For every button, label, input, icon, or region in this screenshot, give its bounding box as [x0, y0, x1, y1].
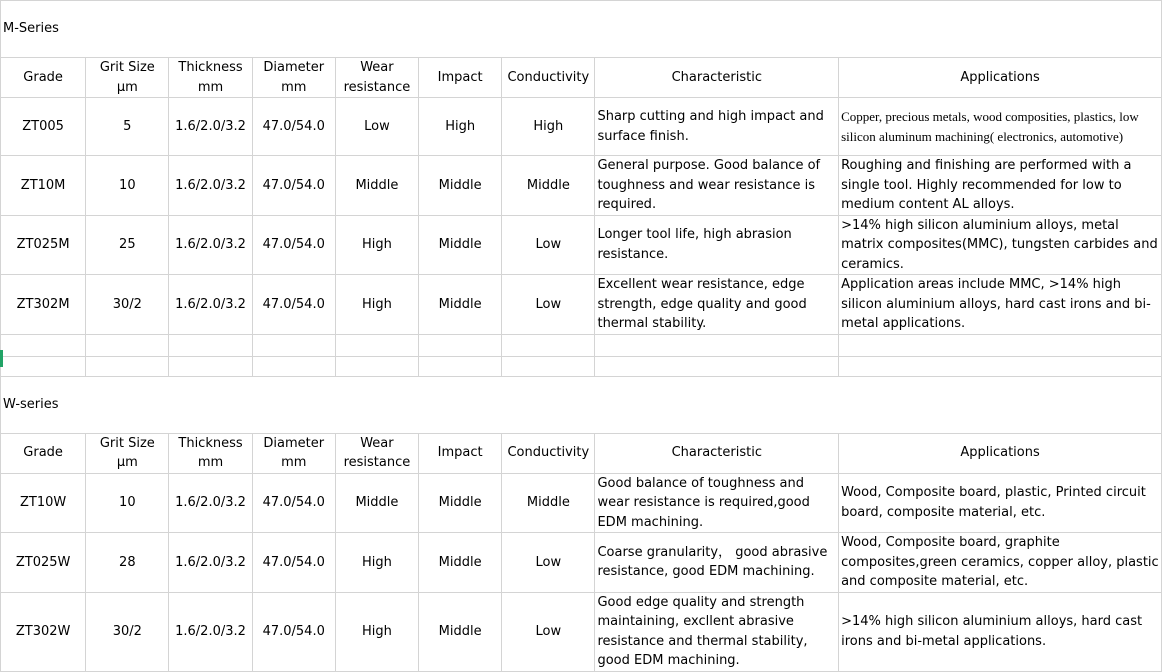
impact-cell[interactable]: Middle: [419, 156, 502, 216]
column-header[interactable]: Thickness mm: [169, 433, 252, 473]
column-header[interactable]: Impact: [419, 58, 502, 98]
m-series-title[interactable]: M-Series: [1, 1, 1162, 58]
empty-cell[interactable]: [252, 334, 335, 356]
header-row: [1, 58, 1162, 98]
conductivity-cell[interactable]: Low: [502, 533, 595, 593]
empty-cell[interactable]: [86, 356, 169, 376]
diameter-cell[interactable]: 47.0/54.0: [252, 98, 335, 156]
column-header[interactable]: Characteristic: [595, 433, 839, 473]
diameter-cell[interactable]: 47.0/54.0: [252, 533, 335, 593]
column-header[interactable]: Grit Size μm: [86, 58, 169, 98]
empty-cell[interactable]: [335, 356, 418, 376]
grade-cell[interactable]: ZT10W: [1, 473, 86, 533]
column-header[interactable]: Grade: [1, 433, 86, 473]
conductivity-cell[interactable]: Low: [502, 215, 595, 275]
column-header[interactable]: Wear resistance: [335, 433, 418, 473]
characteristic-cell[interactable]: Sharp cutting and high impact and surface finish.: [595, 98, 839, 156]
table-row: [1, 473, 1162, 533]
empty-cell[interactable]: [1, 334, 86, 356]
diameter-cell[interactable]: 47.0/54.0: [252, 215, 335, 275]
thickness-cell[interactable]: 1.6/2.0/3.2: [169, 215, 252, 275]
wear-resistance-cell[interactable]: High: [335, 533, 418, 593]
column-header[interactable]: Diameter mm: [252, 433, 335, 473]
applications-cell[interactable]: Wood, Composite board, graphite composites,green ceramics, copper alloy, plastic and composite material, etc.: [839, 533, 1162, 593]
impact-cell[interactable]: Middle: [419, 533, 502, 593]
characteristic-cell[interactable]: Good balance of toughness and wear resistance is required,good EDM machining.: [595, 473, 839, 533]
grade-cell[interactable]: ZT302W: [1, 592, 86, 671]
selected-row-indicator: [0, 350, 3, 367]
empty-cell[interactable]: [419, 334, 502, 356]
table-row: [1, 275, 1162, 335]
column-header[interactable]: Diameter mm: [252, 58, 335, 98]
grit-size-cell[interactable]: 28: [86, 533, 169, 593]
applications-cell[interactable]: Copper, precious metals, wood composities, plastics, low silicon aluminum machining( electronics, automotive): [839, 98, 1162, 156]
empty-cell[interactable]: [169, 334, 252, 356]
wear-resistance-cell[interactable]: Low: [335, 98, 418, 156]
conductivity-cell[interactable]: High: [502, 98, 595, 156]
grade-cell[interactable]: ZT025W: [1, 533, 86, 593]
impact-cell[interactable]: Middle: [419, 473, 502, 533]
column-header[interactable]: Grade: [1, 58, 86, 98]
empty-cell[interactable]: [595, 334, 839, 356]
column-header[interactable]: Characteristic: [595, 58, 839, 98]
applications-cell[interactable]: >14% high silicon aluminium alloys, metal matrix composites(MMC), tungsten carbides and ceramics.: [839, 215, 1162, 275]
grade-cell[interactable]: ZT10M: [1, 156, 86, 216]
column-header[interactable]: Impact: [419, 433, 502, 473]
empty-cell[interactable]: [1, 356, 86, 376]
table-row: [1, 156, 1162, 216]
diameter-cell[interactable]: 47.0/54.0: [252, 275, 335, 335]
empty-cell[interactable]: [839, 356, 1162, 376]
conductivity-cell[interactable]: Low: [502, 275, 595, 335]
empty-cell[interactable]: [169, 356, 252, 376]
grit-size-cell[interactable]: 25: [86, 215, 169, 275]
table-row: [1, 98, 1162, 156]
empty-cell[interactable]: [839, 334, 1162, 356]
impact-cell[interactable]: Middle: [419, 215, 502, 275]
applications-cell[interactable]: Wood, Composite board, plastic, Printed circuit board, composite material, etc.: [839, 473, 1162, 533]
grit-size-cell[interactable]: 10: [86, 473, 169, 533]
empty-cell[interactable]: [502, 334, 595, 356]
column-header[interactable]: Applications: [839, 433, 1162, 473]
impact-cell[interactable]: Middle: [419, 275, 502, 335]
column-header[interactable]: Thickness mm: [169, 58, 252, 98]
column-header[interactable]: Conductivity: [502, 433, 595, 473]
thickness-cell[interactable]: 1.6/2.0/3.2: [169, 98, 252, 156]
column-header[interactable]: Grit Size μm: [86, 433, 169, 473]
diameter-cell[interactable]: 47.0/54.0: [252, 473, 335, 533]
empty-cell[interactable]: [335, 334, 418, 356]
empty-cell[interactable]: [86, 334, 169, 356]
thickness-cell[interactable]: 1.6/2.0/3.2: [169, 473, 252, 533]
w-series-title[interactable]: W-series: [1, 376, 1162, 433]
table-row: [1, 215, 1162, 275]
diameter-cell[interactable]: 47.0/54.0: [252, 156, 335, 216]
diameter-cell[interactable]: 47.0/54.0: [252, 592, 335, 671]
grit-size-cell[interactable]: 5: [86, 98, 169, 156]
empty-cell[interactable]: [595, 356, 839, 376]
conductivity-cell[interactable]: Low: [502, 592, 595, 671]
grade-cell[interactable]: ZT025M: [1, 215, 86, 275]
grade-cell[interactable]: ZT302M: [1, 275, 86, 335]
empty-cell[interactable]: [252, 356, 335, 376]
grit-size-cell[interactable]: 30/2: [86, 275, 169, 335]
thickness-cell[interactable]: 1.6/2.0/3.2: [169, 275, 252, 335]
characteristic-cell[interactable]: Excellent wear resistance, edge strength, edge quality and good thermal stability.: [595, 275, 839, 335]
conductivity-cell[interactable]: Middle: [502, 156, 595, 216]
wear-resistance-cell[interactable]: High: [335, 215, 418, 275]
wear-resistance-cell[interactable]: Middle: [335, 473, 418, 533]
thickness-cell[interactable]: 1.6/2.0/3.2: [169, 156, 252, 216]
grade-cell[interactable]: ZT005: [1, 98, 86, 156]
applications-cell[interactable]: Application areas include MMC, >14% high silicon aluminium alloys, hard cast irons and bi-metal applications.: [839, 275, 1162, 335]
column-header[interactable]: Applications: [839, 58, 1162, 98]
wear-resistance-cell[interactable]: Middle: [335, 156, 418, 216]
characteristic-cell[interactable]: Coarse granularity， good abrasive resistance, good EDM machining.: [595, 533, 839, 593]
column-header[interactable]: Conductivity: [502, 58, 595, 98]
characteristic-cell[interactable]: Good edge quality and strength maintaining, excllent abrasive resistance and thermal stability, good EDM machining.: [595, 592, 839, 671]
header-row: [1, 433, 1162, 473]
grit-size-cell[interactable]: 10: [86, 156, 169, 216]
impact-cell[interactable]: High: [419, 98, 502, 156]
grit-size-cell[interactable]: 30/2: [86, 592, 169, 671]
wear-resistance-cell[interactable]: High: [335, 275, 418, 335]
table-row: [1, 533, 1162, 593]
impact-cell[interactable]: Middle: [419, 592, 502, 671]
column-header[interactable]: Wear resistance: [335, 58, 418, 98]
characteristic-cell[interactable]: General purpose. Good balance of toughness and wear resistance is required.: [595, 156, 839, 216]
characteristic-cell[interactable]: Longer tool life, high abrasion resistance.: [595, 215, 839, 275]
wear-resistance-cell[interactable]: High: [335, 592, 418, 671]
thickness-cell[interactable]: 1.6/2.0/3.2: [169, 533, 252, 593]
empty-cell[interactable]: [419, 356, 502, 376]
applications-cell[interactable]: Roughing and finishing are performed with a single tool. Highly recommended for low to medium content AL alloys.: [839, 156, 1162, 216]
applications-cell[interactable]: >14% high silicon aluminium alloys, hard cast irons and bi-metal applications.: [839, 592, 1162, 671]
table-row: [1, 592, 1162, 671]
thickness-cell[interactable]: 1.6/2.0/3.2: [169, 592, 252, 671]
conductivity-cell[interactable]: Middle: [502, 473, 595, 533]
empty-cell[interactable]: [502, 356, 595, 376]
